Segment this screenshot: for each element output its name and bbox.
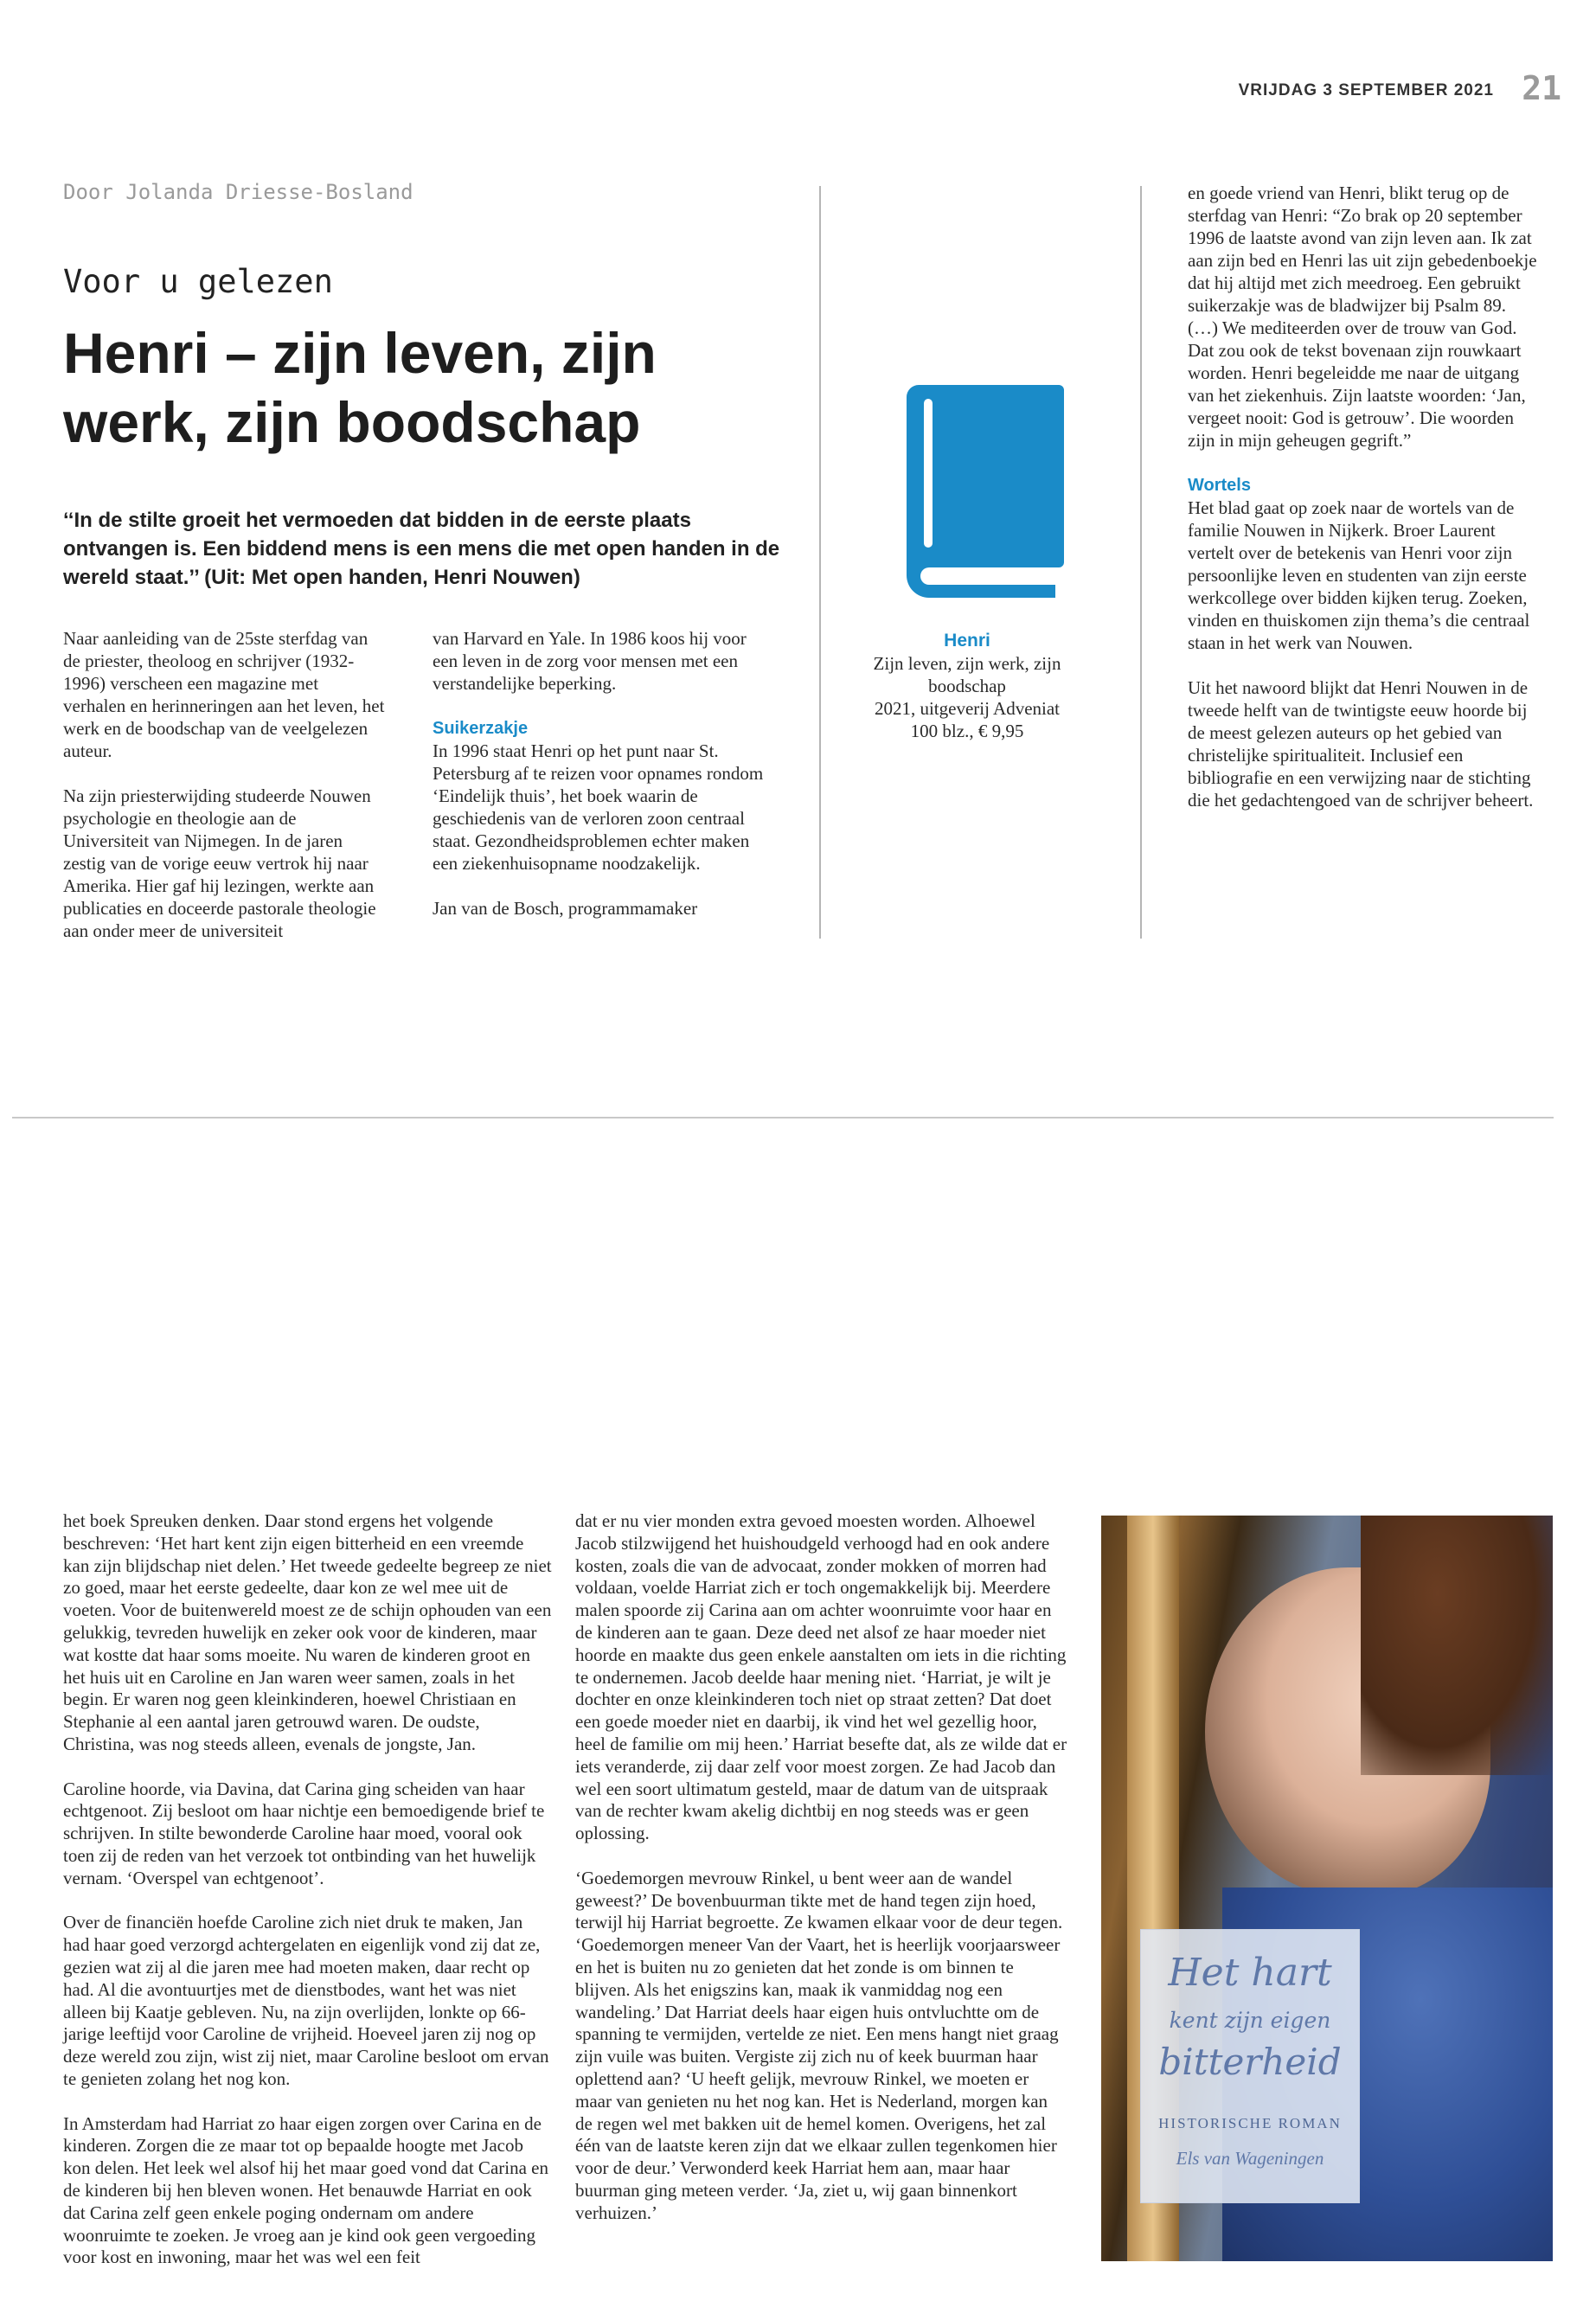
page-number: 21: [1522, 69, 1561, 107]
article2-column-2: [575, 1510, 1068, 2247]
paragraph: Caroline hoorde, via Davina, dat Carina ging scheiden van haar echtgenoot. Zij besloot om haar nichtje een bemoedigende brief te schrijven. In stilte bewonderde Caroline haar moed, vooral ook toen zij de reden van het verzoek tot ontbinding van het huwelijk vernam. ‘Overspel van echtgenoot’.: [63, 1778, 545, 1888]
caption-title: Henri: [944, 631, 990, 651]
byline: Door Jolanda Driesse-Bosland: [63, 180, 413, 204]
paragraph: Na zijn priesterwijding studeerde Nouwen psychologie en theologie aan de Universiteit van Nijmegen. In de jaren zestig van de vorige eeuw vertrok hij naar Amerika. Hier gaf hij lezingen, werkte aan publicaties en doceerde pastorale theologie aan onder meer de universiteit: [63, 785, 376, 941]
cover-author: Els van Wageningen: [1176, 2148, 1324, 2169]
cover-title-line-3: bitterheid: [1158, 2041, 1342, 2083]
article1-column-4: [1188, 182, 1538, 834]
caption-subtitle: Zijn leven, zijn werk, zijn boodschap: [873, 653, 1061, 696]
issue-date: VRIJDAG 3 SEPTEMBER 2021: [1238, 81, 1494, 99]
paragraph: Uit het nawoord blijkt dat Henri Nouwen in de tweede helft van de twintigste eeuw hoorde bij de meest gelezen auteurs op het gebied van christelijke spiritualiteit. Inclusief een bibliografie en een verwijzing naar de stichting die het gedachtengoed van de schrijver beheert.: [1188, 677, 1534, 811]
cover-title-line-1: Het hart: [1168, 1951, 1332, 1995]
subheading-wortels: Wortels: [1188, 476, 1251, 495]
section-divider: [12, 1117, 1554, 1118]
paragraph: Naar aanleiding van de 25ste sterfdag van de priester, theoloog en schrijver (1932-1996) verscheen een magazine met verhalen en herinneringen aan het leven, het werk en de boodschap van de veelgelezen auteur.: [63, 628, 385, 761]
article2-column-1: [63, 1510, 552, 2291]
book-cover-image: [1101, 1516, 1553, 2261]
paragraph: Over de financiën hoefde Caroline zich niet druk te maken, Jan had haar goed verzorgd achtergelaten en eigenlijk vond zij dat ze, gezien wat zij al die jaren mee had moeten maken, daar recht op had. Al die avontuurtjes met de dienstbodes, want het was niet alleen bij Kaatje gebleven. Nu, na zijn overlijden, lonkte op 66-jarige leeftijd voor Caroline de vrijheid. Hoeveel jaren zij nog op deze wereld zou zijn, wist zij niet, maar Caroline besloot om ervan te genieten zolang het nog kon.: [63, 1912, 549, 2089]
paragraph: ‘Goedemorgen mevrouw Rinkel, u bent weer aan de wandel geweest?’ De bovenbuurman tikte met de hand tegen zijn hoed, terwijl hij Harriat begroette. Ze kwamen elkaar voor de deur tegen.: [575, 1867, 1063, 1933]
paragraph: van Harvard en Yale. In 1986 koos hij voor een leven in de zorg voor mensen met een verstandelijke beperking.: [433, 628, 747, 694]
article1-column-2: [433, 627, 770, 942]
paragraph: Jan van de Bosch, programmamaker: [433, 898, 698, 919]
caption-price: 100 blz., € 9,95: [910, 721, 1024, 741]
cover-title-card: [1140, 1929, 1360, 2203]
paragraph: Het blad gaat op zoek naar de wortels van de familie Nouwen in Nijkerk. Broer Laurent vertelt over de betekenis van Henri voor zijn persoonlijke leven en studenten van zijn eerste werkcollege over bidden kijken terug. Zoeken, vinden en thuiskomen zijn thema’s die centraal staan in het werk van Nouwen.: [1188, 497, 1530, 653]
column-divider: [1140, 186, 1142, 939]
section-kicker: Voor u gelezen: [63, 263, 333, 300]
caption-publisher: 2021, uitgeverij Adveniat: [874, 698, 1061, 719]
cover-genre: HISTORISCHE ROMAN: [1158, 2115, 1342, 2131]
book-icon: [900, 385, 1064, 598]
portrait-hair: [1361, 1516, 1553, 1775]
paragraph: ‘Goedemorgen meneer Van der Vaart, het is heerlijk voorjaarsweer en het is buiten nu zo genieten dat het zonde is om binnen te blijven. Als het enigszins kan, maak ik vanmiddag nog een wandeling.’ Dat Harriat deels haar eigen huis ontvluchtte om de spanning te vermijden, vertelde ze niet. Een mens hangt niet graag zijn vuile was buiten. Vergiste zij zich nu of keek buurman haar oplettend aan? ‘U heeft gelijk, mevrouw Rinkel, we moeten er maar van genieten nu het nog kan. Het is Nederland, morgen kan de regen wel met bakken uit de hemel komen. Overigens, het zal één van de laatste keren zijn dat we elkaar zullen tegenkomen hier voor de deur.’ Verwonderd keek Harriat hem aan, maar haar buurman ging meteen verder. ‘Ja, ziet u, wij gaan binnenkort verhuizen.’: [575, 1934, 1061, 2223]
paragraph: In Amsterdam had Harriat zo haar eigen zorgen over Carina en de kinderen. Zorgen die ze maar tot op bepaalde hoogte met Jacob kon delen. Het leek wel alsof hij het maar goed vond dat Carina en de kinderen bij hen bleven wonen. Het benauwde Harriat en ook dat Carina zelf geen enkele poging ondernam om andere woonruimte te zoeken. Je vroeg aan je kind ook geen vergoeding voor kost en inwoning, maar het was wel een feit: [63, 2112, 548, 2268]
subheading-suikerzakje: Suikerzakje: [433, 719, 529, 738]
column-divider: [819, 186, 821, 939]
paragraph: In 1996 staat Henri op het punt naar St. Petersburg af te reizen voor opnames rondom ‘Eindelijk thuis’, het boek waarin de geschiedenis van de verloren zoon centraal staat. Gezondheidsproblemen echter maken een ziekenhuisopname noodzakelijk.: [433, 740, 764, 874]
paragraph: en goede vriend van Henri, blikt terug op de sterfdag van Henri: “Zo brak op 20 september 1996 de laatste avond van zijn leven aan. Ik zat aan zijn bed en Henri las uit zijn gebedenboekje dat hij altijd met zich meedroeg. Een gebruikt suikerzakje was de bladwijzer bij Psalm 89. (…) We mediteerden over de trouw van God. Dat zou ook de tekst bovenaan zijn rouwkaart worden. Henri begeleidde me naar de uitgang van het ziekenhuis. Zijn laatste woorden: ‘Jan, vergeet nooit: God is getrouw’. Die woorden zijn in mijn geheugen gegrift.”: [1188, 183, 1537, 451]
paragraph: het boek Spreuken denken. Daar stond ergens het volgende beschreven: ‘Het hart kent zijn eigen bitterheid en een vreemde kan zijn blijdschap niet delen.’ Het tweede gedeelte begreep ze niet zo goed, maar het eerste gedeelte, daar kon ze wel mee uit de voeten. Voor de buitenwereld moest ze de schijn ophouden van een gelukkig, tevreden huwelijk en zeker ook voor de kinderen, maar wat kostte dat haar soms moeite. Nu waren de kinderen groot en het huis uit en Caroline en Jan waren weer samen, zoals in het begin. Er waren nog geen kleinkinderen, hoewel Christiaan en Stephanie al een aantal jaren getrouwd waren. De oudste, Christina, was nog steeds alleen, evenals de jongste, Jan.: [63, 1510, 552, 1754]
intro-quote: ‘‘In de stilte groeit het vermoeden dat bidden in de eerste plaats ontvangen is. Een biddend mens is een mens die met open handen in de wereld staat.’’ (Uit: Met open handen, Henri Nouwen): [63, 509, 780, 589]
cover-title-line-2: kent zijn eigen: [1169, 2008, 1331, 2033]
book-caption: [868, 630, 1067, 742]
article-headline: Henri – zijn leven, zijn werk, zijn boodschap: [63, 321, 657, 454]
paragraph: dat er nu vier monden extra gevoed moesten worden. Alhoewel Jacob stilzwijgend het huishoudgeld verhoogd had en ook andere kosten, zoals die van de advocaat, zonder mokken of morren had voldaan, voelde Harriat zich er toch ongemakkelijk bij. Meerdere malen spoorde zij Carina aan om achter woonruimte voor haar en de kinderen aan te gaan. Deze deed net alsof ze haar moeder niet hoorde en maakte dus geen enkele aanstalten om iets in die richting te ondernemen. Jacob deelde haar mening niet. ‘Harriat, je wilt je dochter en onze kleinkinderen toch niet op straat zetten? Dat doet een goede moeder niet en daarbij, ik vind het wel gezellig hoor, heel de familie om mij heen.’ Harriat besefte dat, als ze wilde dat er iets veranderde, zij daar zelf voor moest zorgen. Ze had Jacob dan wel een soort ultimatum gesteld, maar de datum van de uitspraak van de rechter kwam akelig dichtbij en nog steeds was er geen oplossing.: [575, 1510, 1067, 1844]
article1-column-1: [63, 627, 385, 965]
